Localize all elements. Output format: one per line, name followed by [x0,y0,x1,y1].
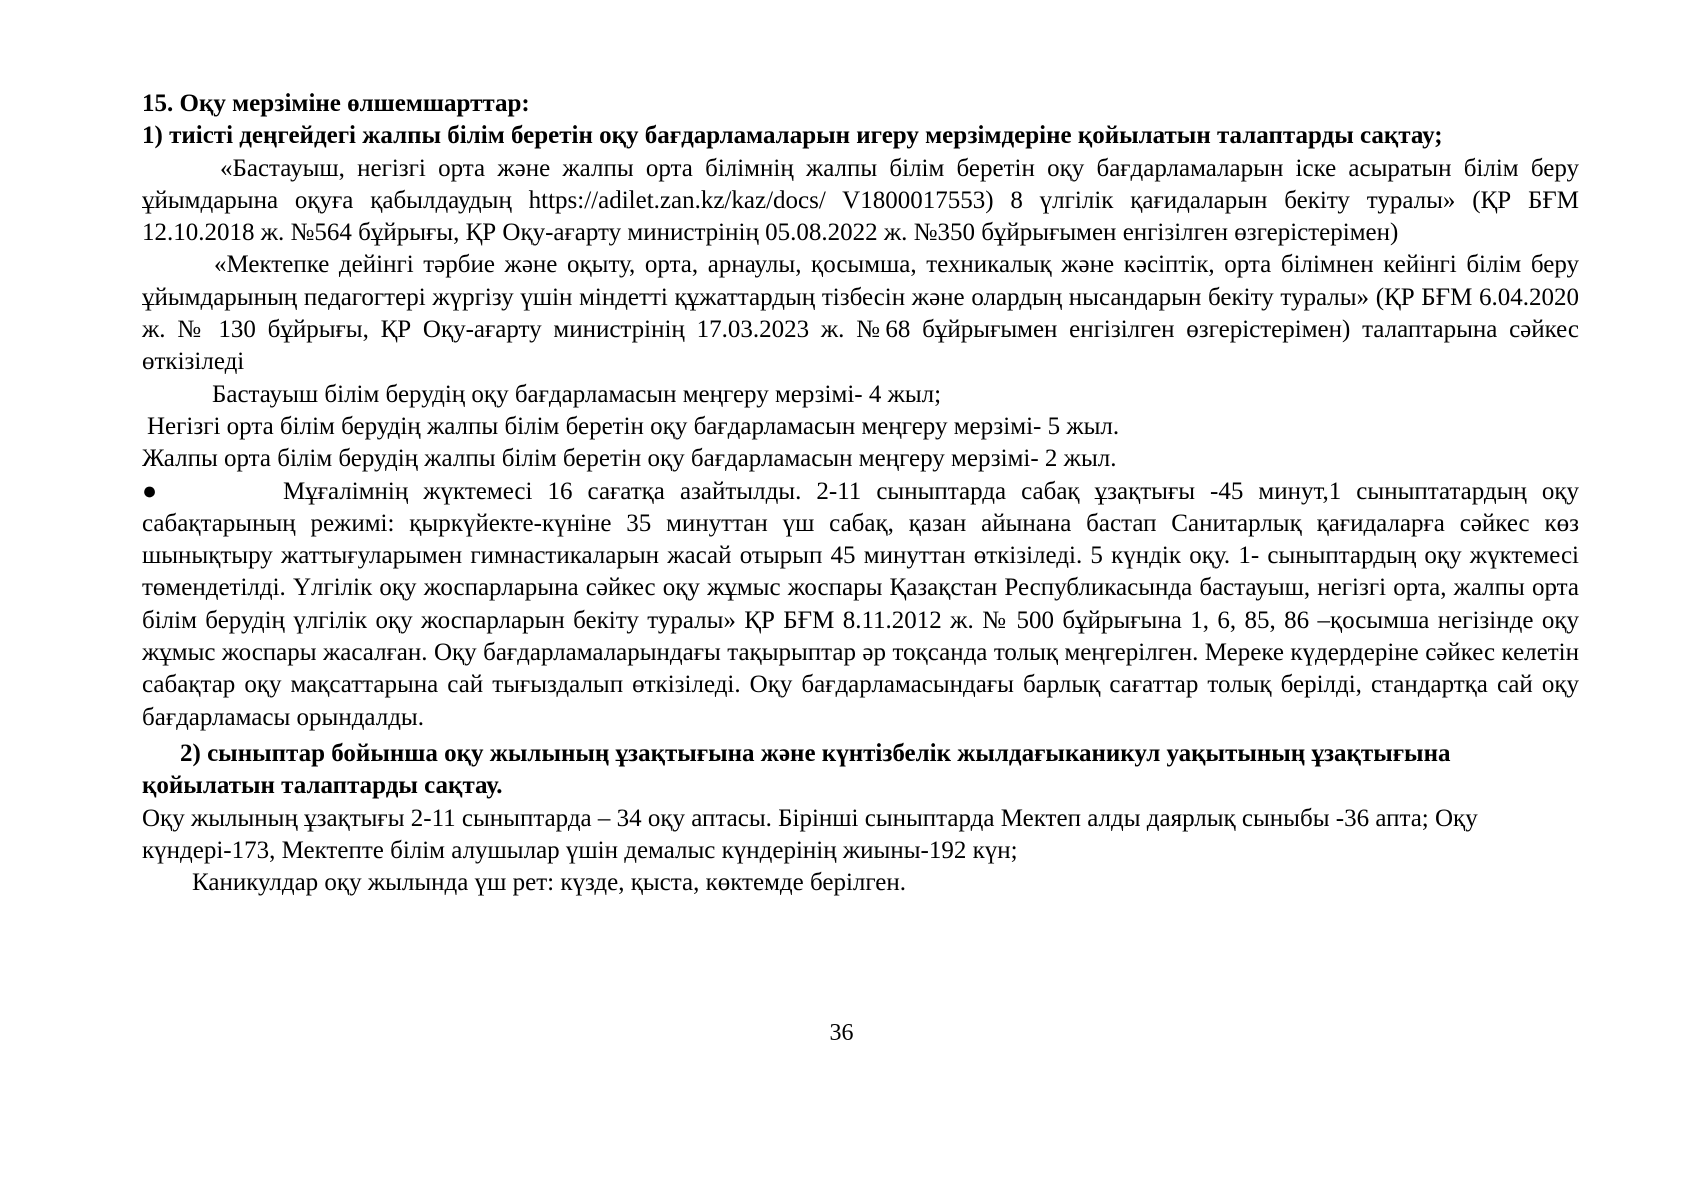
bullet-icon: ● [142,477,158,505]
page-number: 36 [829,1020,854,1046]
bullet-paragraph-workload [142,476,1579,734]
subheading-requirements-terms: 1) тиісті деңгейдегі жалпы білім беретін оқу бағдарламаларын игеру мерзімдеріне қойылатын талаптарды сақтау; [142,122,1443,150]
paragraph-admission-rules: «Бастауыш, негізгі орта және жалпы орта білімнің жалпы білім беретін оқу бағдарламаларын іске асыратын білім беру ұйымдарына оқуға қабылдаудың https://adilet.zan.kz/kaz/docs/ V1800017553) 8 үлгілік қағидаларын бекіту туралы» (ҚР БҒМ 12.10.2018 ж. №564 бұйрығы, ҚР Оқу-ағарту министрінің 05.08.2022 ж. №350 бұйрығымен енгізілген өзгерістерімен) [142,154,1579,247]
document-page [142,88,1579,899]
paragraph-holidays: Каникулдар оқу жылында үш рет: күзде, қыста, көктемде берілген. [192,869,907,897]
paragraph-basic-secondary-term: Негізгі орта білім берудің жалпы білім беретін оқу бағдарламасын меңгеру мерзімі- 5 жыл. [147,412,1120,440]
paragraph-primary-term: Бастауыш білім берудің оқу бағдарламасын меңгеру мерзімі- 4 жыл; [212,380,942,408]
subheading-academic-year: 2) сыныптар бойынша оқу жылының ұзақтығына және күнтізбелік жылдағыканикул уақытының ұзақтығына қойылатын талаптарды сақтау. [142,739,1451,800]
paragraph-general-secondary-term: Жалпы орта білім берудің жалпы білім беретін оқу бағдарламасын меңгеру мерзімі- 2 жыл. [142,445,1117,473]
bullet-text: Мұғалімнің жүктемесі 16 сағатқа азайтылды. 2-11 сыныптарда сабақ ұзақтығы -45 минут,1 сыныптатардың оқу сабақтарының режимі: қыркүйекте-күніне 35 минуттан үш сабақ, қазан айынана бастап Санитарлық қағидаларға сәйкес көз шынықтыру жаттығуларымен гимнастикаларын жасай отырып 45 минуттан өткізіледі. 5 күндік оқу. 1- сыныптардың оқу жүктемесі төмендетілді. Үлгілік оқу жоспарларына сәйкес оқу жұмыс жоспары Қазақстан Республикасында бастауыш, негізгі орта, жалпы орта білім берудің үлгілік оқу жоспарларын бекіту туралы» ҚР БҒМ 8.11.2012 ж. № 500 бұйрығына 1, 6, 85, 86 –қосымша негізінде оқу жұмыс жоспары жасалған. Оқу бағдарламаларындағы тақырыптар әр тоқсанда толық меңгерілген. Мереке күдердеріне сәйкес келетін сабақтар оқу мақсаттарына сай тығыздалып өткізіледі. Оқу бағдарламасындағы барлық сағаттар толық берілді, стандартқа сай оқу бағдарламасы орындалды. [142,477,1579,731]
section-heading: 15. Оқу мерзіміне өлшемшарттар: [142,90,530,117]
paragraph-teacher-documents: «Мектепке дейінгі тәрбие және оқыту, орта, арнаулы, қосымша, техникалық және кәсіптік, орта білімнен кейінгі білім беру ұйымдарының педагогтері жүргізу үшін міндетті құжаттардың тізбесін және олардың нысандарын бекіту туралы» (ҚР БҒМ 6.04.2020 ж. № 130 бұйрығы, ҚР Оқу-ағарту министрінің 17.03.2023 ж. №68 бұйрығымен енгізілген өзгерістерімен) талаптарына сәйкес өткізіледі [142,251,1579,376]
paragraph-academic-year-length: Оқу жылының ұзақтығы 2-11 сыныптарда – 34 оқу аптасы. Бірінші сыныптарда Мектеп алды даярлық сыныбы -36 апта; Оқу күндері-173, Мектепте білім алушылар үшін демалыс күндерінің жиыны-192 күн; [142,804,1478,864]
